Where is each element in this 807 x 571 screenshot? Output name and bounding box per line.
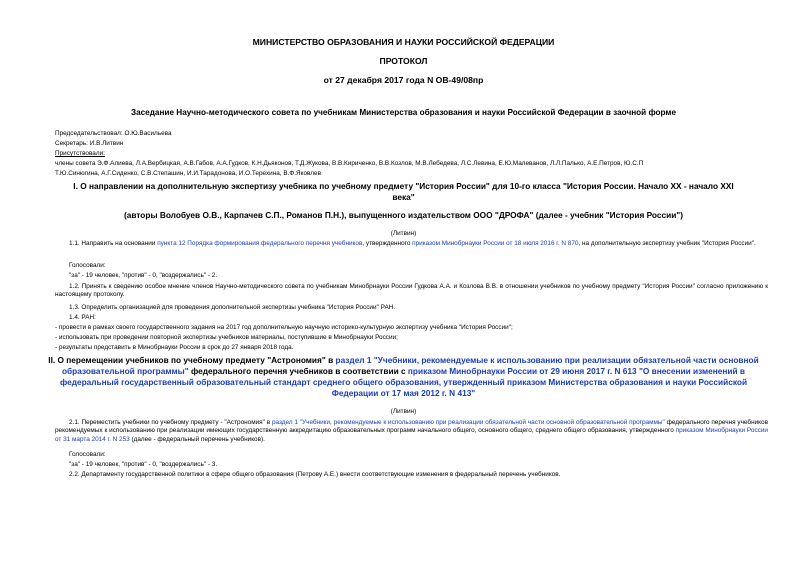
link-amendments-fgos[interactable]: "О внесении изменений в федеральный государственный образовательный стандарт среднего общего образования, утвержденный приказом Министерства образования и науки Российской Федерации от 17 мая 2012 г. N 413" (59, 366, 748, 398)
meeting-title: Заседание Научно-методического совета по учебникам Министерства образования и науки Российской Федерации в заочной форме (130, 108, 677, 117)
section-2-title (40, 355, 767, 399)
paragraph-2-1 (55, 419, 768, 444)
link-section-1-textbooks-2[interactable]: раздел 1 "Учебники, рекомендуемые к использованию при реализации обязательной части основной образовательной программы" (271, 419, 665, 426)
s2-title-a: II. О перемещении учебников по учебному предмету "Астрономия" в (48, 355, 336, 365)
p21-text-c: , утвержденного (625, 427, 676, 435)
section-1-title (40, 181, 767, 203)
link-order-613[interactable]: приказом Минобрнауки России от 29 июня 2017 г. N 613 (407, 366, 637, 376)
voted-label-2: Голосовали: (69, 451, 106, 458)
link-order-253[interactable]: приказом Минобрнауки России от 31 марта 2014 г. N 253 (55, 427, 768, 443)
chair-line: Председательствовал: О.Ю.Васильева (55, 130, 172, 137)
p111-text-a: 1.1. Направить на основании (69, 240, 158, 247)
p21-text-d: (далее - федеральный перечень учебников). (129, 435, 265, 443)
paragraph-1-2: 1.2. Принять к сведению особое мнение членов Научно-методического совета по учебникам Минобрнауки России Гудкова А.А. и Козлова В.В. в отношении учебников по учебному предмету "История России" согласно приложению к настоящему протоколу. (55, 283, 768, 299)
section-2-speaker: (Литвин) (390, 408, 417, 415)
link-order-870[interactable]: приказом Минобрнауки России от 18 июля 2016 г. N 870 (412, 240, 579, 247)
members-line-1: члены совета Э.Ф.Алиева, Л.А.Вербицкая, А.В.Габов, А.А.Гудков, К.Н.Дьяконов, Т.Д.Жукова, В.В.Кириченко, В.В.Козлов, М.В.Лебедева, Л.С.Левина, Е.Ю.Малеванов, Л.Л.Палько, А.Е.Петров, Ю.С.П (55, 160, 644, 167)
document-date-number: от 27 декабря 2017 года N ОВ-49/08пр (323, 75, 484, 85)
section-1-title-line2: века" (392, 192, 415, 202)
paragraph-1-1 (55, 240, 768, 248)
paragraph-1-3: 1.3. Определить организацией для проведения дополнительной экспертизы учебника "История России" РАН. (69, 304, 396, 311)
p21-text-a: 2.1. Переместить учебники по учебному предмету - "Астрономия" в (69, 419, 272, 426)
section-1-speaker: (Литвин) (390, 230, 417, 237)
bullet-3: - результаты представить в Минобрнауки России в срок до 27 января 2018 года. (55, 344, 294, 351)
paragraph-1-4: 1.4. РАН: (69, 314, 96, 321)
p111-text-b: , утвержденного (362, 240, 413, 247)
s2-title-b: федерального перечня учебников в соответствии с (188, 366, 408, 376)
voted-label-1: Голосовали: (69, 262, 106, 269)
document-type: ПРОТОКОЛ (379, 56, 428, 66)
members-line-2: Т.Ю.Синюгина, А.Г.Сиденко, С.В.Степашин, И.И.Тарадонова, И.О.Терехина, В.Ф.Яковлев (55, 170, 321, 177)
vote-result-2: "за" - 19 человек, "против" - 0, "воздержались" - 3. (69, 461, 218, 468)
link-order-clause-12[interactable]: пункта 12 Порядка формирования федерального перечня учебников (157, 240, 363, 247)
link-section-1-textbooks[interactable]: раздел 1 "Учебники, рекомендуемые к использованию при реализации обязательной части основной образовательной программы" (61, 355, 759, 376)
section-1-subtitle: (авторы Волобуев О.В., Карпачев С.П., Романов П.Н.), выпущенного издательством ООО "ДРОФА" (далее - учебник "История России") (123, 210, 684, 220)
paragraph-2-2: 2.2. Департаменту государственной политики в сфере общего образования (Петрову А.Е.) внести соответствующие изменения в федеральный перечень учебников. (69, 471, 561, 478)
secretary-line: Секретарь: И.В.Литвин (55, 140, 124, 147)
p21-text-b: федерального перечня учебников рекомендуемых к использованию при реализации имеющих государственную аккредитацию образовательных программ начального общего, основного общего, среднего общего образования (55, 419, 768, 435)
ministry-heading: МИНИСТЕРСТВО ОБРАЗОВАНИЯ И НАУКИ РОССИЙСКОЙ ФЕДЕРАЦИИ (252, 37, 555, 47)
bullet-2: - использовать при проведении повторной экспертизы учебников материалы, поступившие в Минобрнауки России; (55, 334, 398, 341)
section-1-title-line1: I. О направлении на дополнительную экспертизу учебника по учебному предмету "История России" для 10-го класса "История России. Начало XX - начало XXI (73, 181, 734, 191)
present-label: Присутствовали: (55, 150, 105, 157)
vote-result-1: "за" - 19 человек, "против" - 0, "воздержались" - 2. (69, 272, 218, 279)
bullet-1: - провести в рамках своего государственного задания на 2017 год дополнительную научную историко-культурную экспертизу учебника "История России"; (55, 324, 513, 331)
p111-text-c: , на дополнительную экспертизу учебник "История России". (578, 240, 756, 247)
